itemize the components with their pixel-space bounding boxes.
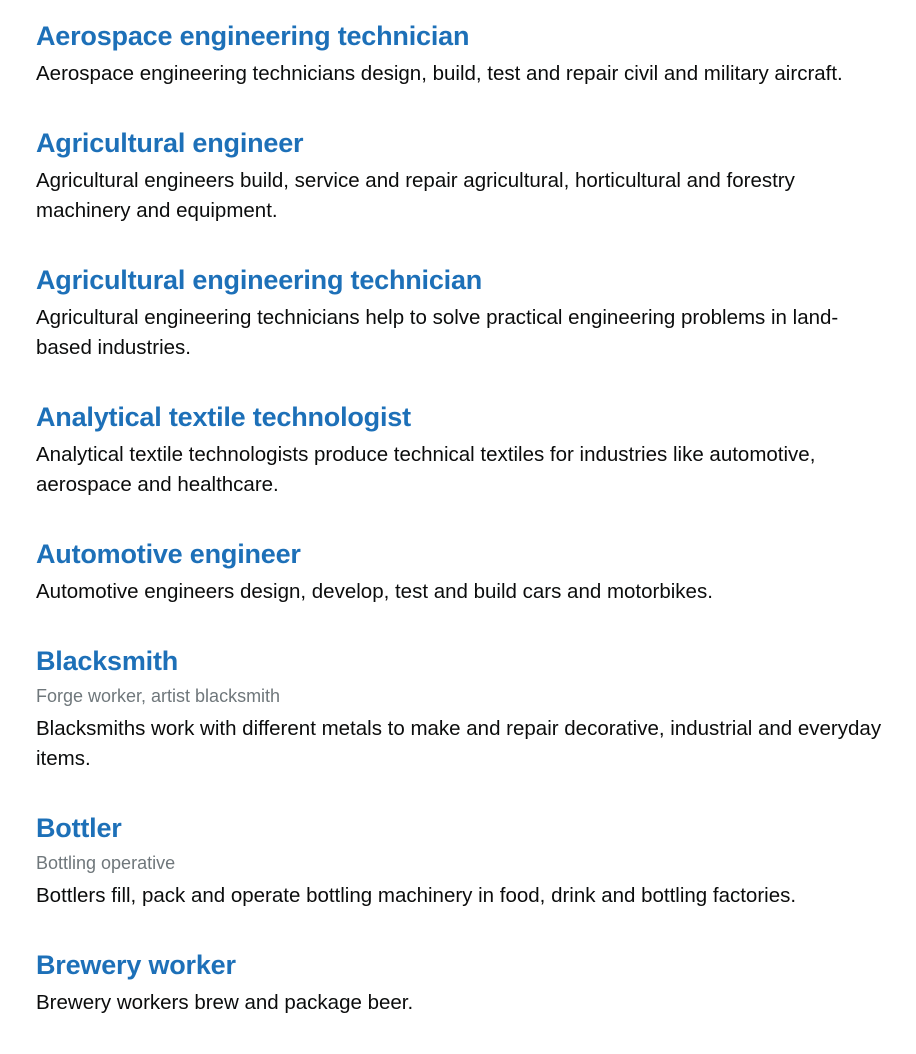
career-description: Blacksmiths work with different metals to make and repair decorative, industrial and everyday items. (36, 717, 882, 770)
career-title-link[interactable]: Brewery worker (36, 950, 236, 980)
list-item (36, 262, 886, 363)
list-item (36, 399, 886, 500)
list-item (36, 810, 886, 911)
career-alternative-titles: Bottling operative (36, 853, 176, 873)
career-description: Analytical textile technologists produce technical textiles for industries like automotive, aerospace and healthcare. (36, 443, 816, 496)
list-item (36, 947, 886, 1018)
career-description: Agricultural engineering technicians help to solve practical engineering problems in land-based industries. (36, 306, 839, 359)
career-title-link[interactable]: Blacksmith (36, 646, 179, 676)
career-description: Brewery workers brew and package beer. (36, 991, 414, 1014)
list-item (36, 18, 886, 89)
career-description: Aerospace engineering technicians design, build, test and repair civil and military aircraft. (36, 62, 843, 85)
list-item (36, 536, 886, 607)
list-item (36, 643, 886, 774)
career-description: Automotive engineers design, develop, test and build cars and motorbikes. (36, 580, 713, 603)
career-results-list (36, 18, 886, 1054)
career-title-link[interactable]: Agricultural engineering technician (36, 265, 483, 295)
career-description: Bottlers fill, pack and operate bottling machinery in food, drink and bottling factories. (36, 884, 797, 907)
career-title-link[interactable]: Aerospace engineering technician (36, 21, 470, 51)
career-description: Agricultural engineers build, service and repair agricultural, horticultural and forestry machinery and equipment. (36, 169, 795, 222)
career-title-link[interactable]: Bottler (36, 813, 122, 843)
list-item (36, 125, 886, 226)
career-alternative-titles: Forge worker, artist blacksmith (36, 686, 281, 706)
career-title-link[interactable]: Automotive engineer (36, 539, 301, 569)
career-title-link[interactable]: Agricultural engineer (36, 128, 304, 158)
career-title-link[interactable]: Analytical textile technologist (36, 402, 411, 432)
